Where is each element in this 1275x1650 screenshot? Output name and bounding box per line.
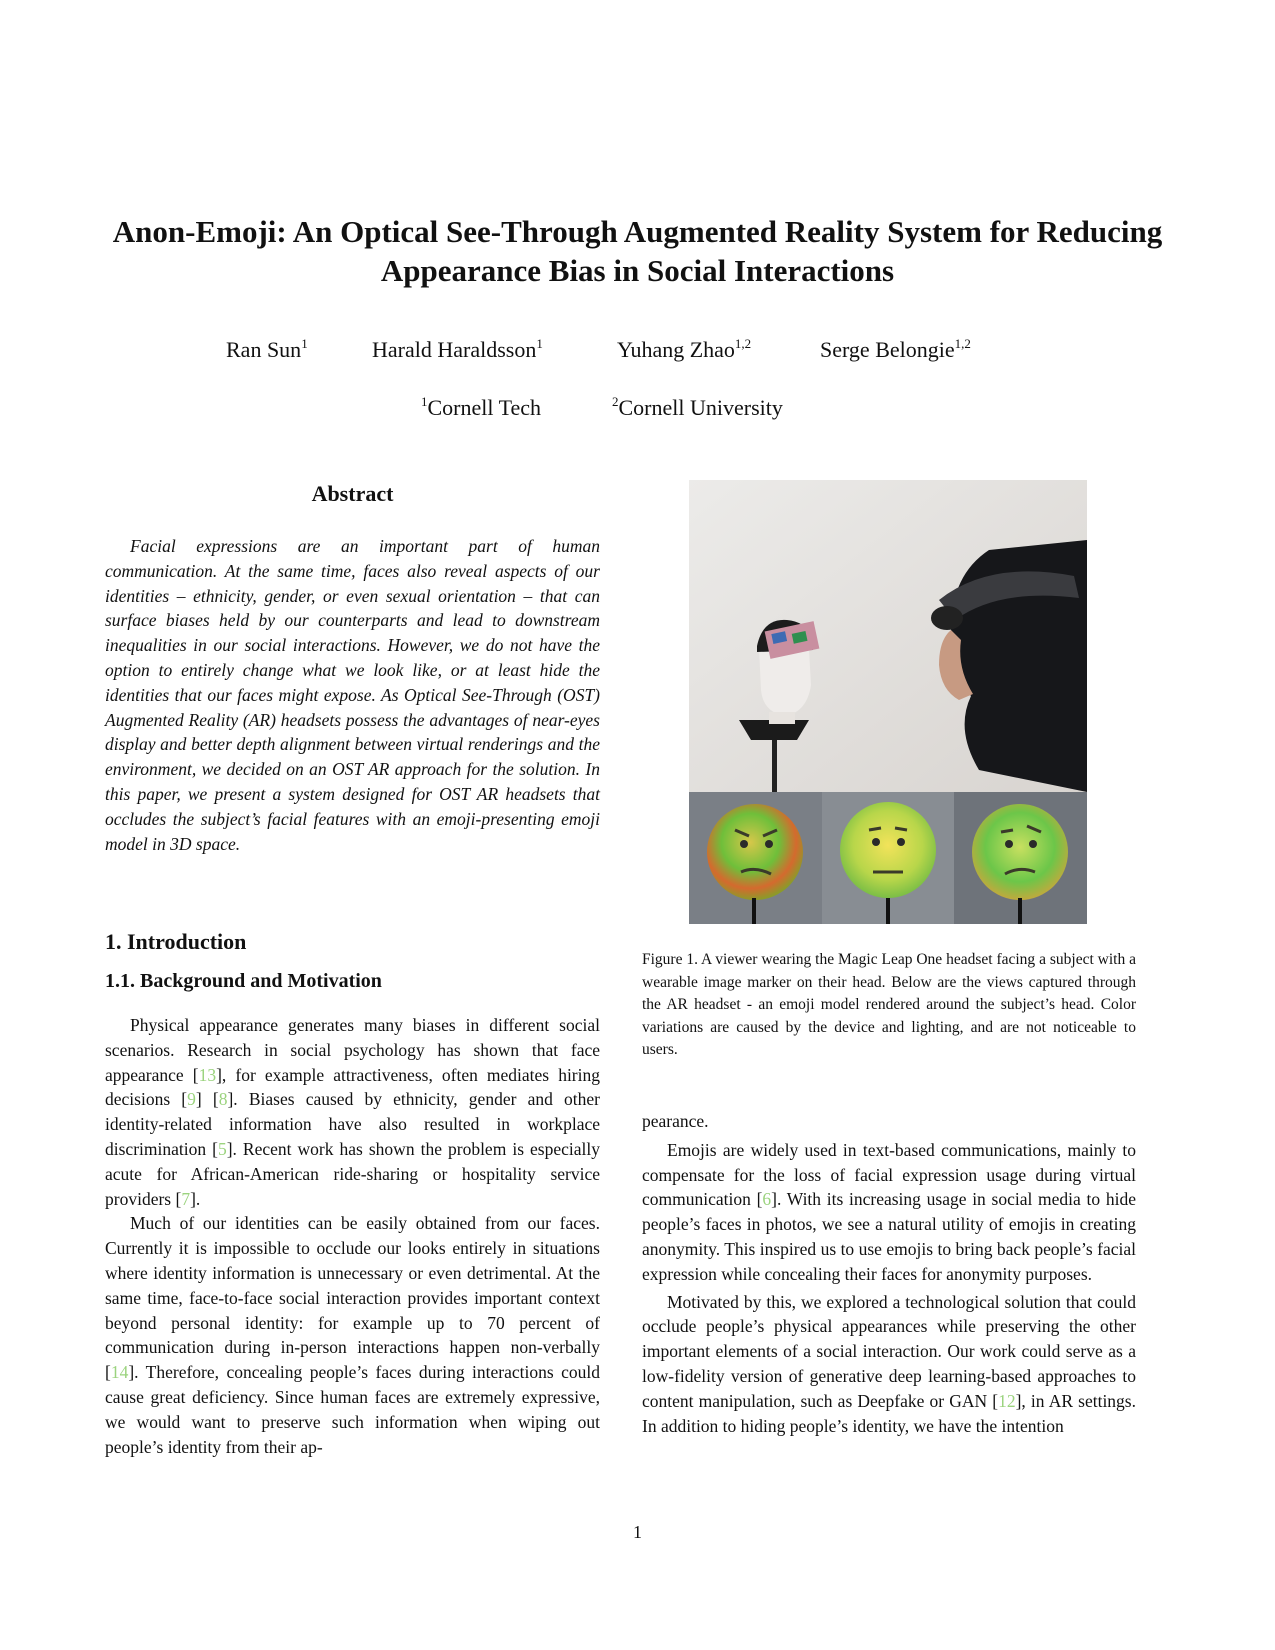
citation-link[interactable]: 14 [110,1362,129,1383]
paper-title [0,212,1275,290]
figure-1-image [689,480,1087,924]
body-column-left [105,1013,600,1459]
affiliation-2: $^2$Cornell University [612,394,783,420]
body-column-right [642,1109,1136,1438]
title-line-1: Anon-Emoji: An Optical See-Through Augmented Reality System for Reducing [112,214,1163,249]
paragraph: Physical appearance generates many biases in different social scenarios. Research in social psychology has shown that face appearance [13], for example attractiveness, often mediates hiring decisions [9] [8]. Biases caused by ethnicity, gender and other identity-related information have also resulted in workplace discrimination [5]. Recent work has shown the problem is especially acute for African-American ride-sharing or hospitality service providers [7]. [105,1015,600,1209]
paragraph: Much of our identities can be easily obtained from our faces. Currently it is impossible to occlude our looks entirely in situations where identity information is unnecessary or even detrimental. At the same time, face-to-face social interaction provides important context beyond personal identity: for example up to 70 percent of communication during in-person interactions happen non-verbally [14]. Therefore, concealing people’s faces during interactions could cause great deficiency. Since human faces are extremely expressive, we would want to preserve such information when wiping out people’s identity from their ap- [105,1213,600,1457]
abstract-heading: Abstract [311,481,394,506]
citation-link[interactable]: 13 [198,1064,217,1085]
page-number: 1 [633,1522,642,1542]
author-2: Harald Haraldsson$^1$ [372,336,543,362]
paragraph: Emojis are widely used in text-based communications, mainly to compensate for the loss of facial expression usage during virtual communication [6]. With its increasing usage in social media to hide people’s faces in photos, we see a natural utility of emojis in creating anonymity. This inspired us to use emojis to bring back people’s facial expression while concealing their faces for anonymity purposes. [642,1139,1136,1284]
citation-link[interactable]: 12 [998,1390,1016,1411]
paragraph: pearance. [642,1111,709,1131]
author-1: Ran Sun$^1$ [226,336,308,362]
figure-1-caption: Figure 1. A viewer wearing the Magic Leap One headset facing a subject with a wearable image marker on their head. Below are the views captured through the AR headset - an emoji model rendered around the subject’s head. Color variations are caused by the device and lighting, and are not noticeable to users. [642,951,1136,1058]
section-heading-introduction: 1. Introduction [105,929,247,954]
citation-link[interactable]: 9 [187,1089,196,1110]
affiliation-1: $^1$Cornell Tech [421,394,542,420]
author-list [0,337,1275,367]
citation-link[interactable]: 8 [218,1089,228,1110]
citation-link[interactable]: 5 [217,1138,227,1159]
author-4: Serge Belongie$^{1,2}$ [820,336,971,362]
abstract-text: Facial expressions are an important part of human communication. At the same time, faces also reveal aspects of our identities – ethnicity, gender, or even sexual orientation – that can surface biases held by our counterparts and lead to downstream inequalities in our social interactions. However, we do not have the option to entirely change what we look like, or at least hide the identities that our faces might expose. As Optical See-Through (OST) Augmented Reality (AR) headsets possess the advantages of near-eyes display and better depth alignment between virtual renderings and the environment, we decided on an OST AR approach for the solution. In this paper, we present a system designed for OST AR headsets that occludes the subject’s facial features with an emoji-presenting emoji model in 3D space. [105,536,600,854]
paragraph: Motivated by this, we explored a technological solution that could occlude people’s physical appearances while preserving the other important elements of a social interaction. Our work could serve as a low-fidelity version of generative deep learning-based approaches to content manipulation, such as Deepfake or GAN [12], in AR settings. In addition to hiding people’s identity, we have the intention [642,1291,1136,1436]
figure-1-illustration [689,480,1087,924]
title-line-2: Appearance Bias in Social Interactions [380,253,895,288]
subsection-heading-background: 1.1. Background and Motivation [105,970,382,992]
citation-link[interactable]: 6 [762,1189,772,1210]
citation-link[interactable]: 7 [181,1188,191,1209]
author-3: Yuhang Zhao$^{1,2}$ [617,336,752,362]
